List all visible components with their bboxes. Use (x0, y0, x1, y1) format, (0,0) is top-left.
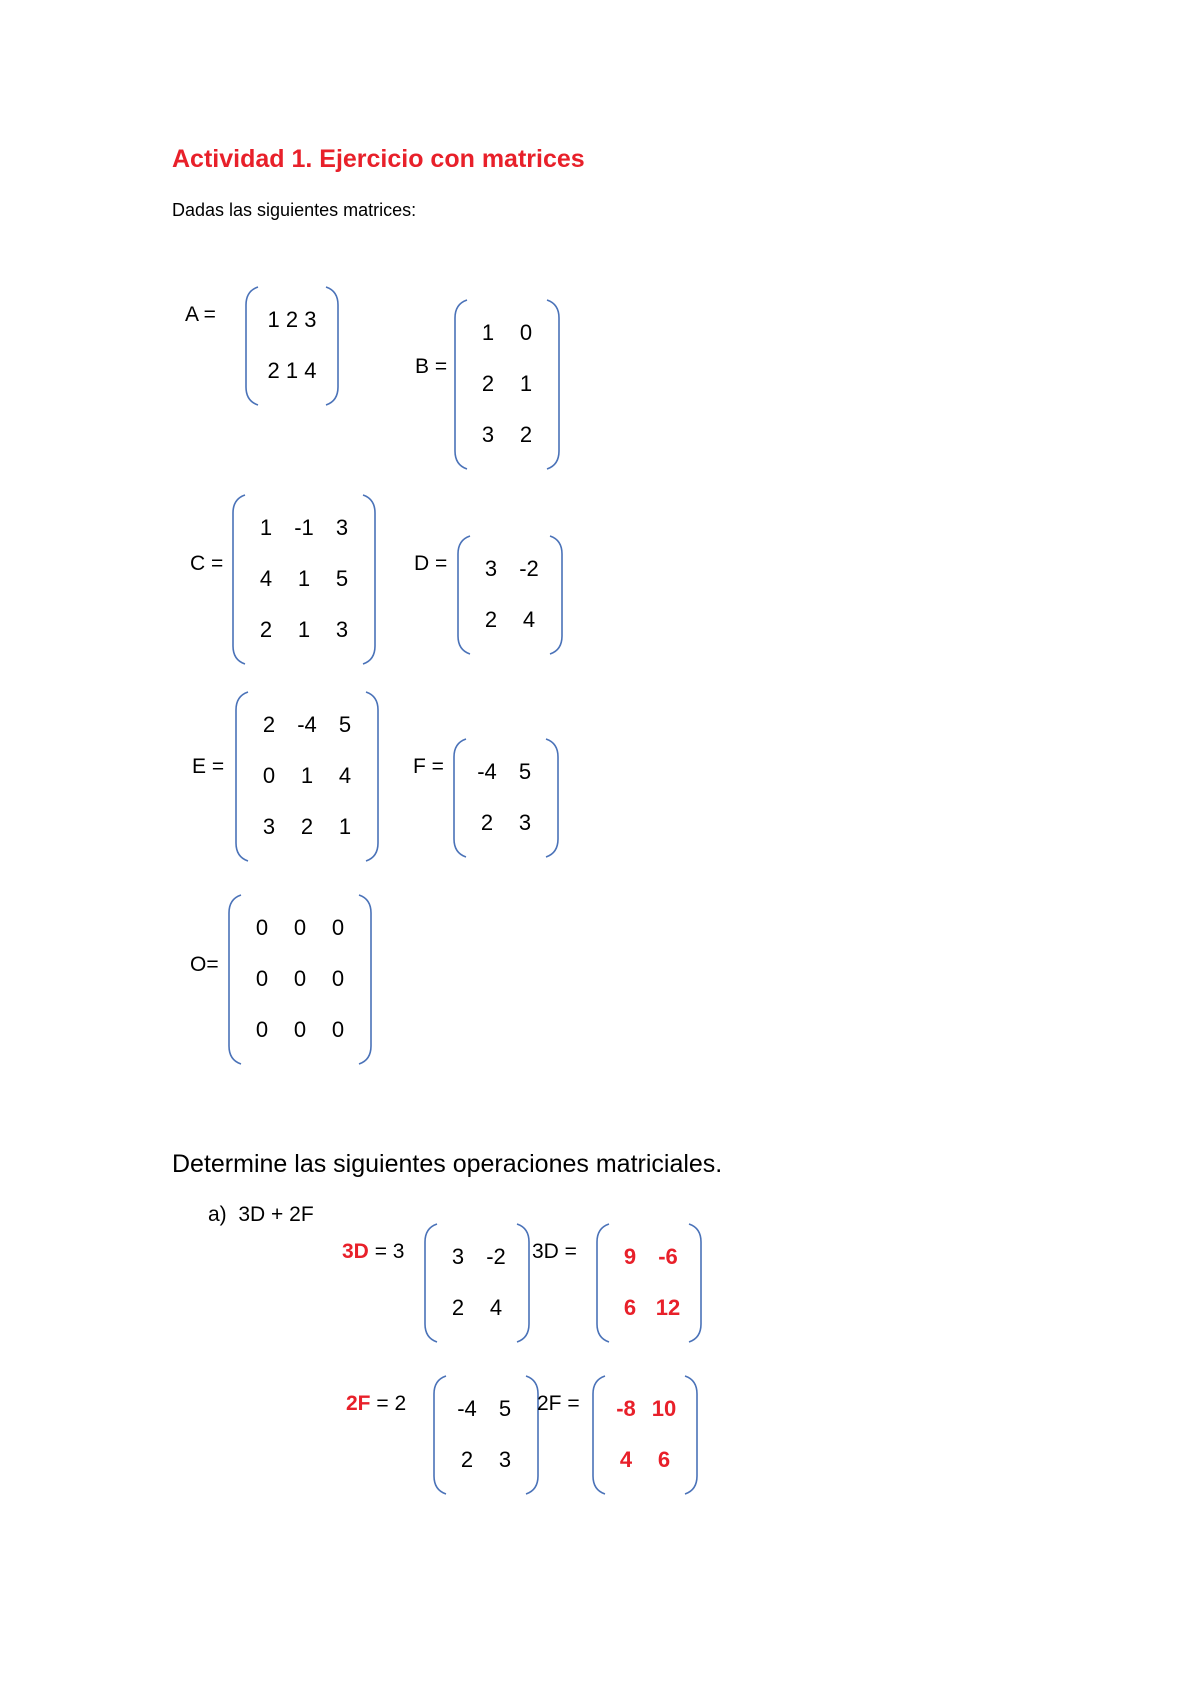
matrix-cell: 1 (519, 371, 533, 396)
matrix-cell: 2 (300, 814, 314, 839)
op-3d-label (342, 1240, 404, 1264)
matrix-cell: 10 (651, 1396, 677, 1421)
left-bracket (597, 1224, 609, 1342)
right-bracket (359, 895, 371, 1064)
left-bracket (425, 1224, 437, 1342)
matrix-f-operand (432, 1374, 540, 1496)
matrix-cell: 2 1 4 (267, 358, 317, 383)
matrix-cell: 0 (255, 966, 269, 991)
matrix-f-label: F = (413, 755, 444, 778)
matrix-cell: 0 (519, 320, 533, 345)
matrix-cell: 2 (481, 371, 495, 396)
matrix-c-label: C = (190, 552, 224, 575)
matrix-d (456, 534, 564, 656)
matrix-cell: 0 (293, 966, 307, 991)
matrix-cell: 4 (259, 566, 273, 591)
matrix-cell: 3 (498, 1447, 512, 1472)
matrix-cell: 1 (297, 566, 311, 591)
matrix-d-label: D = (414, 552, 448, 575)
matrix-brackets (244, 285, 340, 407)
matrix-brackets (456, 534, 564, 656)
matrix-cell: 1 2 3 (267, 307, 317, 332)
matrix-cell: 3 (518, 810, 532, 835)
matrix-cell: 12 (655, 1295, 681, 1320)
right-bracket (326, 287, 338, 405)
matrix-cell: 1 (297, 617, 311, 642)
matrix-f (452, 737, 560, 859)
matrix-brackets (423, 1222, 531, 1344)
instruction-text: Determine las siguientes operaciones matriciales. (172, 1150, 723, 1178)
left-bracket (236, 692, 248, 861)
matrix-cell: 1 (259, 515, 273, 540)
item-a-expression: 3D + 2F (238, 1203, 314, 1226)
left-bracket (593, 1376, 605, 1494)
matrix-cell: -2 (519, 556, 539, 581)
right-bracket (546, 739, 558, 857)
matrix-cell: 2 (259, 617, 273, 642)
matrix-2f-result (591, 1374, 699, 1496)
matrix-cell: -8 (616, 1396, 636, 1421)
matrix-cell: 4 (489, 1295, 503, 1320)
matrix-cell: 6 (623, 1295, 637, 1320)
op-2f-name: 2F (346, 1392, 371, 1415)
op-3d-name: 3D (342, 1240, 369, 1263)
op-3d-scalar: = 3 (368, 1240, 405, 1263)
matrix-a (244, 285, 340, 407)
left-bracket (233, 495, 245, 664)
matrix-cell: 3 (262, 814, 276, 839)
matrix-cell: -2 (486, 1244, 506, 1269)
matrix-cell: -4 (297, 712, 317, 737)
matrix-cell: 0 (255, 915, 269, 940)
matrix-cell: 1 (481, 320, 495, 345)
matrix-cell: 2 (519, 422, 533, 447)
left-bracket (246, 287, 258, 405)
matrix-3d-result (595, 1222, 703, 1344)
right-bracket (547, 300, 559, 469)
matrix-cell: 4 (619, 1447, 633, 1472)
matrix-b (453, 298, 561, 471)
right-bracket (685, 1376, 697, 1494)
matrix-cell: 2 (262, 712, 276, 737)
matrix-cell: 2 (451, 1295, 465, 1320)
result-2f-label: 2F = (537, 1392, 580, 1415)
matrix-cell: 0 (331, 966, 345, 991)
right-bracket (517, 1224, 529, 1342)
matrix-b-label: B = (415, 355, 448, 378)
matrix-brackets (452, 737, 560, 859)
matrix-cell: -6 (658, 1244, 678, 1269)
matrix-cell: 0 (262, 763, 276, 788)
left-bracket (229, 895, 241, 1064)
matrix-cell: 2 (460, 1447, 474, 1472)
matrix-cell: 4 (338, 763, 352, 788)
matrix-c (231, 493, 377, 666)
right-bracket (363, 495, 375, 664)
result-3d-label: 3D = (532, 1240, 577, 1263)
matrix-cell: 3 (481, 422, 495, 447)
matrix-cell: -1 (294, 515, 314, 540)
matrix-a-label: A = (185, 303, 216, 326)
left-bracket (454, 739, 466, 857)
matrix-cell: 9 (623, 1244, 637, 1269)
left-bracket (458, 536, 470, 654)
item-a (208, 1203, 314, 1227)
matrix-cell: 0 (255, 1017, 269, 1042)
matrix-e (234, 690, 380, 863)
matrix-cell: 5 (498, 1396, 512, 1421)
matrix-cell: 0 (331, 915, 345, 940)
left-bracket (434, 1376, 446, 1494)
matrix-cell: 3 (484, 556, 498, 581)
matrix-cell: -4 (457, 1396, 477, 1421)
matrix-cell: 0 (293, 1017, 307, 1042)
matrix-cell: 4 (522, 607, 536, 632)
matrix-brackets (591, 1374, 699, 1496)
op-2f-label (346, 1392, 406, 1416)
matrix-o (227, 893, 373, 1066)
matrix-cell: 3 (335, 515, 349, 540)
item-a-label: a) (208, 1203, 227, 1226)
matrix-cell: 0 (293, 915, 307, 940)
right-bracket (366, 692, 378, 861)
matrix-cell: 2 (484, 607, 498, 632)
right-bracket (689, 1224, 701, 1342)
matrix-e-label: E = (192, 755, 225, 778)
matrix-cell: 1 (338, 814, 352, 839)
matrix-cell: 2 (480, 810, 494, 835)
matrix-o-label: O= (190, 953, 219, 976)
matrix-cell: 6 (657, 1447, 671, 1472)
left-bracket (455, 300, 467, 469)
matrix-cell: 3 (335, 617, 349, 642)
matrix-brackets (595, 1222, 703, 1344)
matrix-cell: 5 (335, 566, 349, 591)
matrix-cell: -4 (477, 759, 497, 784)
matrix-cell: 5 (518, 759, 532, 784)
right-bracket (550, 536, 562, 654)
matrix-brackets (432, 1374, 540, 1496)
matrix-d-operand (423, 1222, 531, 1344)
matrix-cell: 3 (451, 1244, 465, 1269)
intro-text: Dadas las siguientes matrices: (172, 200, 417, 220)
matrix-cell: 0 (331, 1017, 345, 1042)
page-title: Actividad 1. Ejercicio con matrices (172, 145, 585, 173)
matrix-cell: 5 (338, 712, 352, 737)
op-2f-scalar: = 2 (370, 1392, 407, 1415)
matrix-cell: 1 (300, 763, 314, 788)
